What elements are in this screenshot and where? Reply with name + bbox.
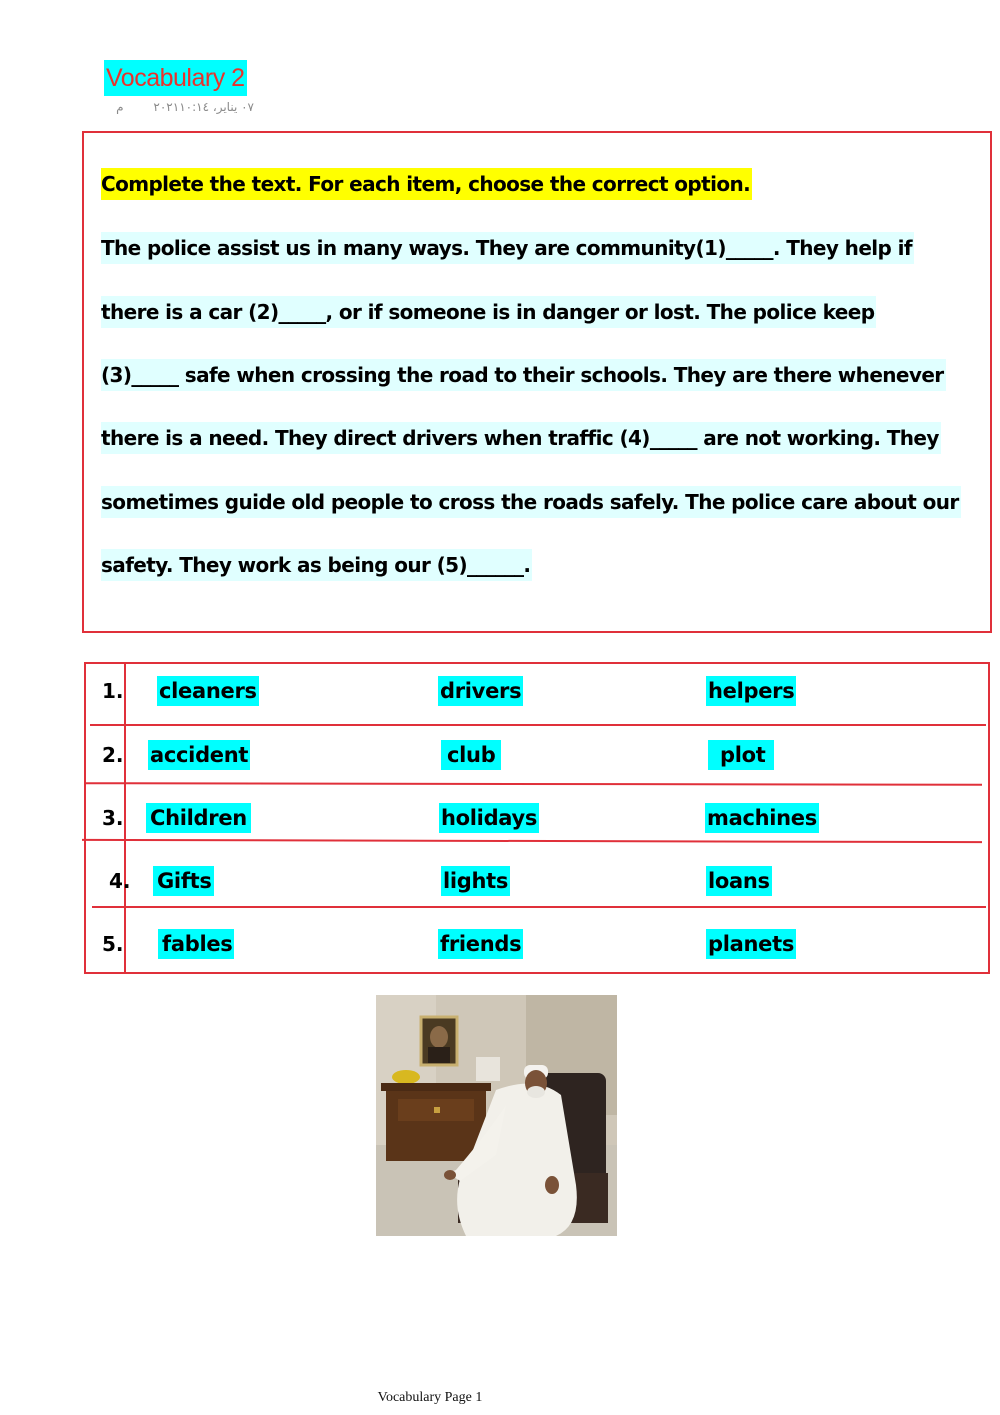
option-number: 1.	[102, 679, 124, 703]
page-title: Vocabulary 2	[104, 60, 247, 96]
option-number: 2.	[102, 743, 124, 767]
page-time: ١٠:١٤ م	[116, 100, 210, 114]
option-choice[interactable]: cleaners	[157, 676, 259, 706]
table-divider	[124, 663, 126, 973]
passage-line: (3)_____ safe when crossing the road to their schools. They are there whenever	[101, 359, 946, 391]
passage-line: there is a need. They direct drivers when traffic (4)_____ are not working. They	[101, 422, 941, 454]
photo-illustration	[376, 995, 617, 1236]
option-choice[interactable]: Gifts	[153, 866, 214, 896]
option-number: 3.	[102, 806, 124, 830]
page-date: ٠٧ يناير، ٢٠٢١	[153, 100, 254, 114]
table-row-line	[90, 724, 986, 726]
option-choice[interactable]: lights	[441, 866, 510, 896]
option-choice[interactable]: machines	[705, 803, 819, 833]
option-choice[interactable]: Children	[146, 803, 251, 833]
option-choice[interactable]: helpers	[706, 676, 796, 706]
passage-line: The police assist us in many ways. They are community(1)_____. They help if	[101, 232, 914, 264]
option-number: 4.	[109, 869, 131, 893]
option-choice[interactable]: friends	[438, 929, 523, 959]
passage-instruction: Complete the text. For each item, choose the correct option.	[101, 168, 752, 200]
option-choice[interactable]: holidays	[439, 803, 539, 833]
option-choice[interactable]: loans	[706, 866, 772, 896]
passage-line: sometimes guide old people to cross the roads safely. The police care about our	[101, 486, 961, 518]
option-choice[interactable]: club	[441, 740, 501, 770]
option-choice[interactable]: accident	[148, 740, 250, 770]
page-footer: Vocabulary Page 1	[377, 1390, 483, 1405]
passage-line: safety. They work as being our (5)______.	[101, 549, 532, 581]
option-choice[interactable]: plot	[708, 740, 774, 770]
passage-line: there is a car (2)_____, or if someone is in danger or lost. The police keep	[101, 296, 876, 328]
option-choice[interactable]: planets	[706, 929, 796, 959]
photo	[376, 995, 617, 1236]
page-datetime	[104, 100, 254, 114]
option-choice[interactable]: fables	[158, 929, 234, 959]
table-row-line	[92, 906, 986, 908]
option-number: 5.	[102, 932, 124, 956]
option-choice[interactable]: drivers	[438, 676, 523, 706]
